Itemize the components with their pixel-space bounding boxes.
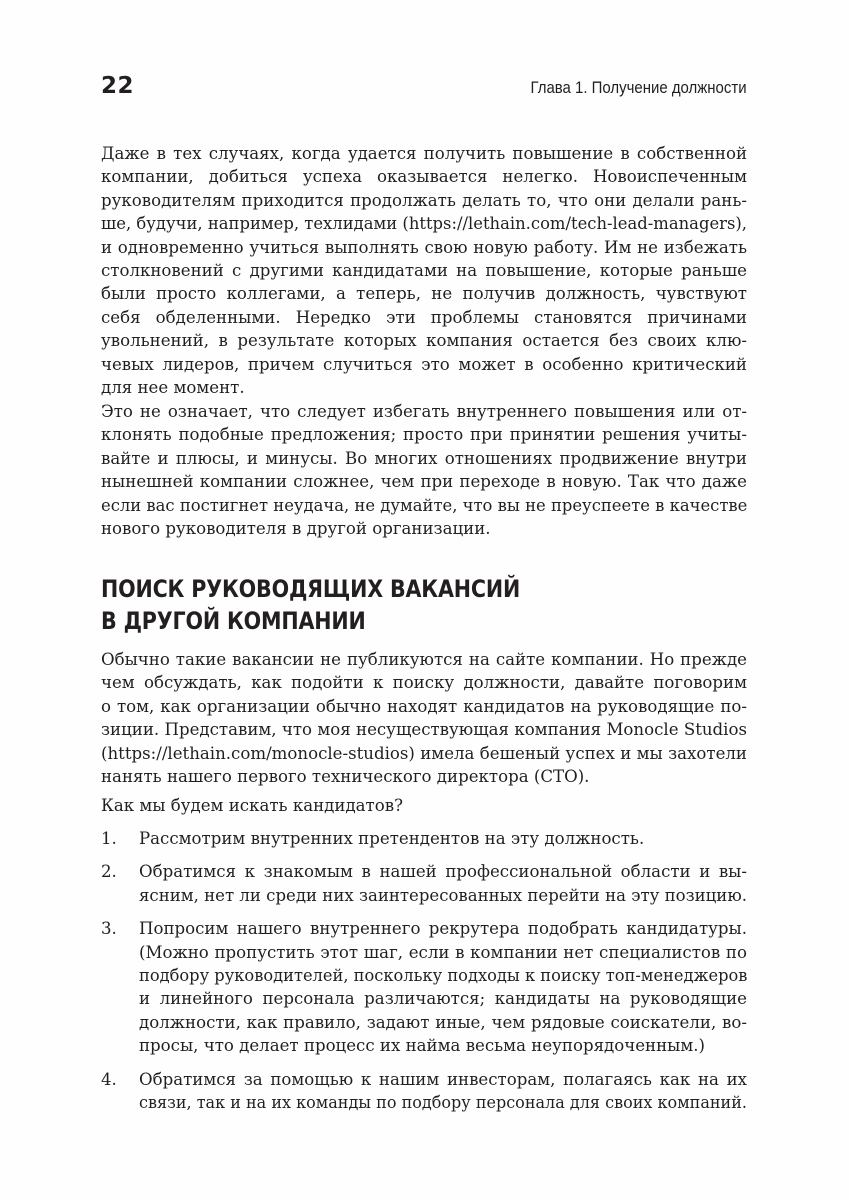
text-line: ше, будучи, например, техлидами (https://lethain.com/tech-lead-managers), [101,214,747,234]
text-line: чевых лидеров, причем случиться это может в особенно критический [101,354,747,374]
text-line: чем обсуждать, как подойти к поиску должности, давайте поговорим [101,673,747,693]
text-line: Рассмотрим внутренних претендентов на эту должность. [139,829,645,848]
text-line: зиции. Представим, что моя несуществующая компания Monocle Studios [101,720,747,740]
text-line: вайте и плюсы, и минусы. Во многих отношениях продвижение внутри [101,448,747,468]
text-line: ясним, нет ли среди них заинтересованных перейти на эту позицию. [139,885,747,905]
list-item [101,917,747,1057]
text-line: связи, так и на их команды по подбору персонала для своих компаний. [139,1092,747,1112]
text-line: руководителям приходится продолжать делать то, что они делали рань- [101,190,747,210]
paragraph-section-intro [101,648,747,788]
text-line: (https://lethain.com/monocle-studios) имела бешеный успех и мы захотели [101,743,747,763]
text-line: о том, как организации обычно находят кандидатов на руководящие по- [101,696,747,716]
section-heading [101,573,520,637]
list-number: 4. [101,1069,117,1089]
text-line: нового руководителя в другой организации. [101,518,491,538]
paragraph-question [101,794,747,817]
list-item [101,827,747,850]
list-number: 3. [101,919,117,939]
text-line: клонять подобные предложения; просто при принятии решения учиты- [101,425,747,445]
heading-line: ПОИСК РУКОВОДЯЩИХ ВАКАНСИЙ [101,575,521,603]
text-line: и одновременно учиться выполнять свою новую работу. Им не избежать [101,237,747,257]
paragraph-internal-promotion [101,142,747,399]
numbered-list [101,827,747,1124]
text-line: были просто коллегами, а теперь, не получив должность, чувствуют [101,284,747,304]
text-line: и линейного персонала различаются; кандидаты на руководящие [139,989,747,1009]
text-line: Даже в тех случаях, когда удается получить повышение в собственной [101,144,747,163]
question-line: Как мы будем искать кандидатов? [101,796,403,815]
text-line: просы, что делает процесс их найма весьма неупорядоченным.) [139,1036,706,1056]
text-line: Обычно такие вакансии не публикуются на сайте компании. Но прежде [101,650,747,669]
text-line: нанять нашего первого технического директора (CTO). [101,766,590,786]
text-line: Обратимся к знакомым в нашей профессиональной области и вы- [139,862,747,882]
text-line: столкновений с другими кандидатами на повышение, которые раньше [101,260,747,280]
text-line: увольнений, в результате которых компания остается без своих клю- [101,331,747,351]
running-header [101,73,747,103]
text-line: (Можно пропустить этот шаг, если в компании нет специалистов по [139,942,747,962]
list-number: 2. [101,862,117,882]
chapter-title: Глава 1. Получение должности [530,78,747,97]
text-line: если вас постигнет неудача, не думайте, что вы не преуспеете в качестве [101,495,748,515]
text-line: подбору руководителей, поскольку подходы к поиску топ-менеджеров [139,965,748,985]
text-line: Попросим нашего внутреннего рекрутера подобрать кандидатуры. [139,919,747,939]
text-line: Это не означает, что следует избегать внутреннего повышения или от- [101,402,747,421]
list-item [101,860,747,907]
list-item [101,1068,747,1115]
page-number: 22 [101,73,135,99]
paragraph-pros-cons [101,400,747,540]
list-number: 1. [101,829,117,848]
text-line: для нее момент. [101,377,245,397]
text-line: должности, как правило, задают иные, чем рядовые соискатели, во- [139,1012,747,1032]
text-line: Обратимся за помощью к нашим инвесторам, полагаясь как на их [139,1069,747,1089]
text-line: нынешней компании сложнее, чем при переходе в новую. Так что даже [101,472,747,492]
heading-line: В ДРУГОЙ КОМПАНИИ [101,607,366,635]
text-line: компании, добиться успеха оказывается нелегко. Новоиспеченным [101,167,747,187]
text-line: себя обделенными. Нередко эти проблемы становятся причинами [101,307,747,327]
